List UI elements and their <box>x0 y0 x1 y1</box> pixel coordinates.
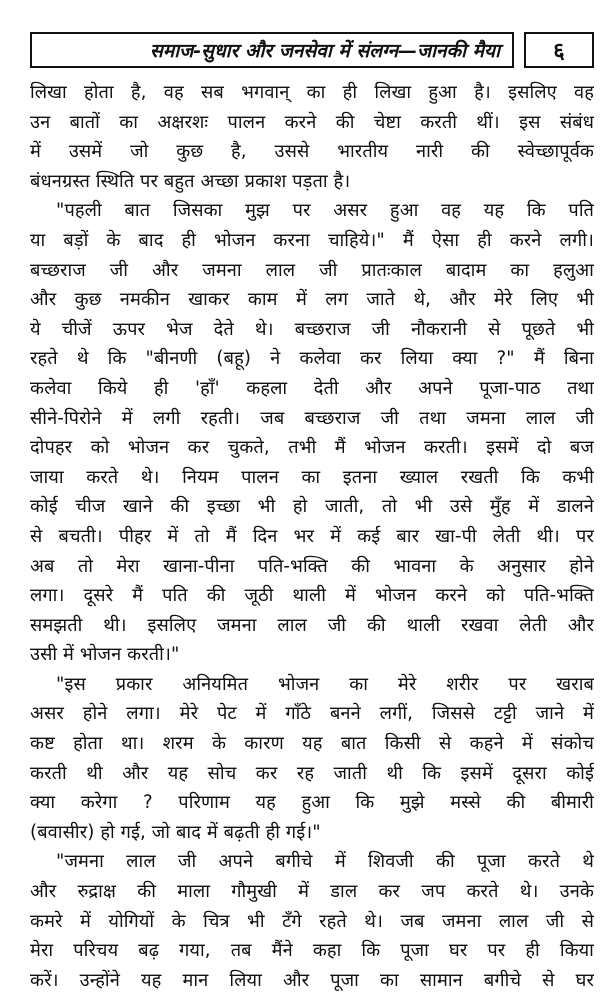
text-line: क्या करेगा ? परिणाम यह हुआ कि मुझे मस्से की बीमारी <box>30 792 594 814</box>
page-header <box>30 32 594 72</box>
text-line: कमरे में योगियों के चित्र भी टँगे रहते थे। जब जमना लाल जी से <box>30 910 594 932</box>
text-line: "जमना लाल जी अपने बगीचे में शिवजी की पूजा करते थे <box>56 851 594 873</box>
text-line: मेरा परिचय बढ़ गया, तब मैंने कहा कि पूजा घर पर ही किया <box>30 940 594 962</box>
body-text <box>30 78 594 995</box>
running-title: समाज-सुधार और जनसेवा में संलग्न—जानकी मैया <box>150 40 500 62</box>
text-line: और कुछ नमकीन खाकर काम में लग जाते थे, और मेरे लिए भी <box>30 289 594 311</box>
text-line: कोई चीज खाने की इच्छा भी हो जाती, तो भी उसे मुँह में डालने <box>30 496 594 518</box>
text-line: अब तो मेरा खाना-पीना पति-भक्ति की भावना के अनुसार होने <box>30 555 594 577</box>
text-line: कलेवा किये ही 'हाँ' कहला देती और अपने पूजा-पाठ तथा <box>30 377 594 399</box>
text-line: असर होने लगा। मेरे पेट में गाँठे बनने लगीं, जिससे टट्टी जाने में <box>30 703 594 725</box>
text-line: में उसमें जो कुछ है, उससे भारतीय नारी की स्वेच्छापूर्वक <box>30 141 594 163</box>
text-line: रहते थे कि "बीनणी (बहू) ने कलेवा कर लिया क्या ?" मैं बिना <box>30 348 594 370</box>
text-line: ये चीजें ऊपर भेज देते थे। बच्छराज जी नौकरानी से पूछते भी <box>30 318 594 340</box>
text-line: जाया करते थे। नियम पालन का इतना ख्याल रखती कि कभी <box>30 466 594 488</box>
text-line: समझती थी। इसलिए जमना लाल जी की थाली रखवा लेती और <box>30 614 594 636</box>
text-line: दोपहर को भोजन कर चुकते, तभी मैं भोजन करती। इसमें दो बज <box>30 437 594 459</box>
text-line: "पहली बात जिसका मुझ पर असर हुआ वह यह कि पति <box>56 200 594 222</box>
text-line: (बवासीर) हो गई, जो बाद में बढ़ती ही गई।" <box>30 821 321 843</box>
text-line: से बचती। पीहर में तो मैं दिन भर में कई बार खा-पी लेती थी। पर <box>30 525 594 547</box>
text-line: या बड़ों के बाद ही भोजन करना चाहिये।" मैं ऐसा ही करने लगी। <box>30 229 594 251</box>
text-line: लिखा होता है, वह सब भगवान् का ही लिखा हुआ है। इसलिए वह <box>30 82 594 103</box>
text-line: करें। उन्होंने यह मान लिया और पूजा का सामान बगीचे से घर <box>30 969 594 991</box>
text-line: कष्ट होता था। शरम के कारण यह बात किसी से कहने में संकोच <box>30 733 594 755</box>
text-line: करती थी और यह सोच कर रह जाती थी कि इसमें दूसरा कोई <box>30 762 594 784</box>
page-number: ६ <box>553 39 565 64</box>
text-line: और रुद्राक्ष की माला गौमुखी में डाल कर जप करते थे। उनके <box>30 881 594 903</box>
text-line: उसी में भोजन करती।" <box>30 644 180 666</box>
running-title-box <box>30 32 514 68</box>
text-line: बच्छराज जी और जमना लाल जी प्रातःकाल बादाम का हलुआ <box>30 259 594 281</box>
page-number-box <box>524 32 594 68</box>
text-line: उन बातों का अक्षरशः पालन करने की चेष्टा करती थीं। इस संबंध <box>30 111 594 133</box>
text-line: बंधनग्रस्त स्थिति पर बहुत अच्छा प्रकाश पड़ता है। <box>30 170 351 192</box>
text-line: "इस प्रकार अनियमित भोजन का मेरे शरीर पर खराब <box>56 673 594 695</box>
text-line: सीने-पिरोने में लगी रहती। जब बच्छराज जी तथा जमना लाल जी <box>30 407 594 429</box>
text-line: लगा। दूसरे मैं पति की जूठी थाली में भोजन करने को पति-भक्ति <box>30 585 594 607</box>
